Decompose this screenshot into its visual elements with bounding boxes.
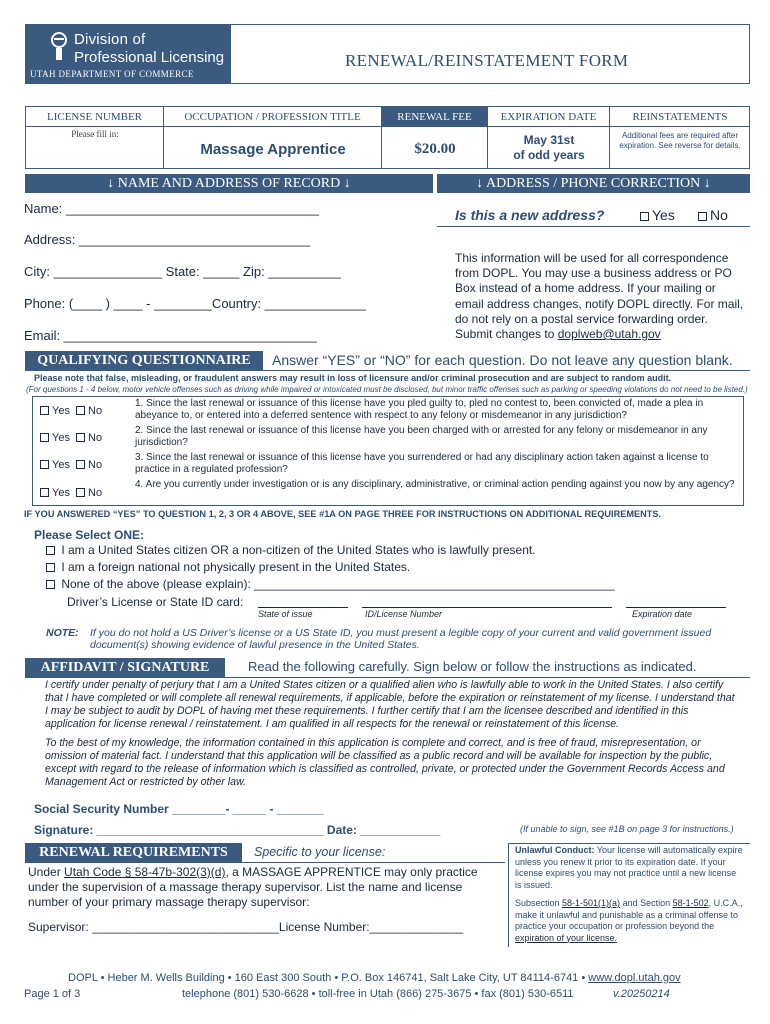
checkbox-icon[interactable] [46, 563, 55, 572]
checkbox-icon[interactable] [40, 433, 49, 442]
yes-label: Yes [52, 432, 70, 444]
checkbox-icon[interactable] [46, 546, 55, 555]
question-4: 4. Are you currently under investigation or is any disciplinary, administrative, or criminal action pending against you now by any agency? [135, 479, 735, 490]
unlawful-label: Unlawful Conduct: [515, 845, 595, 855]
logo-line-3: UTAH DEPARTMENT OF COMMERCE [30, 69, 194, 79]
questionnaire-header: QUALIFYING QUESTIONNAIRE [25, 351, 263, 370]
affidavit-paragraph-1: I certify under penalty of perjury that I am a United States citizen or a qualified alien who is lawfully able to work in the United States. I also certify that I have completed or will complete all renewal requirements, if applicable, before the expiration or reinstatement of my license. I understand that I may be subject to audit by DOPL of having met these requirements. I further certify that I am the licensee described and identified in this application for license renewal / reinstatement. I am qualified in all respects for the renewal or reinstatement of this license. [45, 679, 735, 730]
checkbox-icon[interactable] [40, 460, 49, 469]
specific-to-license: Specific to your license: [254, 845, 386, 859]
form-version: v.20250214 [613, 988, 670, 1000]
new-address-question: Is this a new address? [455, 207, 605, 223]
state-of-issue-label: State of issue [258, 609, 313, 619]
unlawful-body: Your license will automatically expire unless you renew it prior to its expiration date. If your license expires you may not practice until a new license is issued. [515, 845, 743, 890]
please-fill-label: Please fill in: [71, 129, 119, 139]
subsection-text [515, 898, 747, 944]
expiration-date-label: Expiration date [632, 609, 693, 619]
signature-date-field[interactable]: Signature: __________________________________ Date: ____________ [34, 823, 441, 837]
req-text-pre: Under [28, 865, 65, 879]
checkbox-icon[interactable] [698, 212, 707, 221]
email-field[interactable]: Email: ___________________________________ [24, 328, 317, 343]
req-text-post: , a MASSAGE APPRENTICE may only practice under the supervision of a massage therapy supervisor. List the name and license number of your primary massage therapy supervisor: [28, 865, 478, 909]
col-occupation: OCCUPATION / PROFESSION TITLE [164, 107, 382, 127]
checkbox-icon[interactable] [76, 406, 85, 415]
checkbox-icon[interactable] [76, 433, 85, 442]
license-number-cell[interactable] [26, 127, 164, 169]
col-license-number: LICENSE NUMBER [26, 107, 164, 127]
name-address-header: ↓ NAME AND ADDRESS OF RECORD ↓ [25, 174, 433, 193]
unable-to-sign-note: (If unable to sign, see #1B on page 3 for instructions.) [520, 824, 734, 834]
sub-mid: and Section [620, 898, 673, 908]
question-1: 1. Since the last renewal or issuance of this license have you pled guilty to, pled no contest to, been convicted of, made a plea in abeyance to, or entered into a deferred sentence with respect to any felony or misdemeanor in any jurisdiction? [135, 398, 704, 421]
q2-answer[interactable] [40, 432, 102, 444]
option-2-label: I am a foreign national not physically present in the United States. [61, 560, 411, 574]
sub-pre: Subsection [515, 898, 563, 908]
no-label: No [88, 487, 103, 499]
logo-line-1: Division of [74, 31, 146, 48]
fraud-warning: Please note that false, misleading, or fraudulent answers may result in loss of licensure and/or criminal prosecution and are subject to random audit. [34, 373, 672, 383]
exp-date-line[interactable] [626, 607, 726, 608]
form-title: RENEWAL/REINSTATEMENT FORM [345, 51, 629, 70]
state-line[interactable] [258, 607, 348, 608]
requirement-text [28, 865, 498, 910]
sub-post: , U.C.A., make it unlawful and punishable as a criminal offense to practice your occupation or profession beyond the [515, 898, 743, 931]
occupation-cell [164, 127, 382, 169]
info-text: This information will be used for all correspondence from DOPL. You may use a business address or PO Box instead of a home address. If your mailing or email address changes, notify DOPL directly. For mail, do not rely on a postal service forwarding order. Submit changes to [455, 251, 744, 342]
id-number-label: ID/License Number [365, 609, 443, 619]
questionnaire-instruction: Answer “YES” or “NO” for each question. Do not leave any question blank. [272, 352, 733, 368]
footer-address-text: DOPL • Heber M. Wells Building • 160 East 300 South • P.O. Box 146741, Salt Lake City, UT 84114-6741 • [68, 972, 589, 984]
citizen-option-2[interactable] [46, 560, 410, 574]
note-text: If you do not hold a US Driver’s license or a US State ID, you must present a legible copy of your current and valid government issued document(s) showing evidence of lawful presence in the United States. [90, 627, 712, 651]
reinstatement-cell [610, 127, 750, 169]
unlawful-conduct-text [515, 845, 745, 891]
option-1-label: I am a United States citizen OR a non-citizen of the United States who is lawfully present. [61, 543, 536, 557]
question-3: 3. Since the last renewal or issuance of this license have you surrendered or had any disciplinary action taken against a license to practice in a regulated profession? [135, 452, 709, 475]
yes-label: Yes [52, 405, 70, 417]
col-reinstatements: REINSTATEMENTS [610, 107, 750, 127]
subsection-link-2[interactable]: 58-1-502 [672, 898, 709, 908]
checkbox-icon[interactable] [40, 488, 49, 497]
reinstatement-note: Additional fees are required after expiration. See reverse for details. [619, 131, 741, 150]
expiration-line-2: of odd years [513, 148, 585, 162]
footer-phones: telephone (801) 530-6628 • toll-free in Utah (866) 275-3675 • fax (801) 530-6511 [182, 988, 574, 1000]
email-link[interactable]: doplweb@utah.gov [557, 327, 661, 342]
new-address-yes[interactable] [640, 207, 675, 223]
supervisor-field[interactable]: Supervisor: ____________________________License Number:______________ [28, 920, 464, 934]
citizen-option-1[interactable] [46, 543, 536, 557]
page-number: Page 1 of 3 [24, 988, 81, 1000]
no-label: No [88, 432, 103, 444]
affidavit-header: AFFIDAVIT / SIGNATURE [25, 658, 225, 677]
citizen-option-3[interactable] [46, 577, 615, 591]
renewal-requirements-header: RENEWAL REQUIREMENTS [25, 843, 242, 862]
question-2: 2. Since the last renewal or issuance of this license have you been charged with or arrested for any felony or misdemeanor in any jurisdiction? [135, 425, 708, 448]
traffic-note: (For questions 1 - 4 below, motor vehicle offenses such as driving while impaired or intoxicated must be disclosed, but minor traffic offenses such as parking or speeding violations do not need to be listed.) [26, 385, 748, 394]
footer-address [68, 972, 681, 984]
q4-answer[interactable] [40, 487, 102, 499]
city-state-zip-field[interactable]: City: _______________ State: _____ Zip: __________ [24, 264, 341, 279]
if-yes-instruction: IF YOU ANSWERED “YES” TO QUESTION 1, 2, 3 OR 4 ABOVE, SEE #1A ON PAGE THREE FOR INSTRUCTIONS ON ADDITIONAL REQUIREMENTS. [24, 509, 662, 519]
yes-label: Yes [52, 459, 70, 471]
occupation-value: Massage Apprentice [200, 141, 346, 158]
no-label: No [88, 459, 103, 471]
fee-cell [382, 127, 488, 169]
col-expiration: EXPIRATION DATE [488, 107, 610, 127]
select-one-label: Please Select ONE: [34, 528, 145, 542]
option-3-label: None of the above (please explain): ______________________________________________________ [61, 577, 615, 591]
checkbox-icon[interactable] [40, 406, 49, 415]
checkbox-icon[interactable] [640, 212, 649, 221]
website-link[interactable]: www.dopl.utah.gov [588, 972, 681, 984]
yes-label: Yes [52, 487, 70, 499]
logo-line-2: Professional Licensing [74, 49, 225, 66]
checkbox-icon[interactable] [76, 460, 85, 469]
checkbox-icon[interactable] [46, 580, 55, 589]
id-number-line[interactable] [362, 607, 612, 608]
expiration-line-1: May 31st [523, 133, 575, 147]
col-renewal-fee: RENEWAL FEE [382, 107, 488, 127]
utah-code-link[interactable]: Utah Code § 58-47b-302(3)(d) [64, 865, 226, 879]
address-field[interactable]: Address: ________________________________ [24, 232, 311, 247]
q1-answer[interactable] [40, 405, 102, 417]
subsection-link-1[interactable]: 58-1-501(1)(a) [562, 898, 621, 908]
no-label: No [710, 207, 728, 223]
expiration-link[interactable]: expiration of your license. [515, 932, 618, 943]
new-address-no[interactable] [698, 207, 728, 223]
dopl-logo [26, 25, 231, 83]
affidavit-paragraph-2: To the best of my knowledge, the information contained in this application is complete and correct, and is free of fraud, misrepresentation, or omission of material fact. I understand that this application will be classified as a public record and will be available for inspection by the public, except with regard to the release of information which is classified as controlled, private, or protected under the Government Records Access and Management Act or restricted by other law. [45, 737, 725, 788]
dopl-logo-icon [48, 31, 70, 61]
checkbox-icon[interactable] [76, 488, 85, 497]
drivers-license-label: Driver’s License or State ID card: [67, 595, 244, 609]
affidavit-instruction: Read the following carefully. Sign below or follow the instructions as indicated. [248, 659, 697, 674]
no-label: No [88, 405, 103, 417]
name-field[interactable]: Name: ___________________________________ [24, 201, 319, 216]
license-table [25, 106, 750, 169]
address-correction-header: ↓ ADDRESS / PHONE CORRECTION ↓ [437, 174, 750, 193]
expiration-cell [488, 127, 610, 169]
ssn-field[interactable]: Social Security Number ________- _____ - _______ [34, 802, 324, 816]
q3-answer[interactable] [40, 459, 102, 471]
phone-country-field[interactable]: Phone: (____ ) ____ - ________Country: ______________ [24, 296, 366, 311]
note-label: NOTE: [46, 627, 79, 639]
yes-label: Yes [652, 207, 675, 223]
fee-value: $20.00 [414, 141, 456, 157]
correspondence-info [455, 251, 747, 342]
